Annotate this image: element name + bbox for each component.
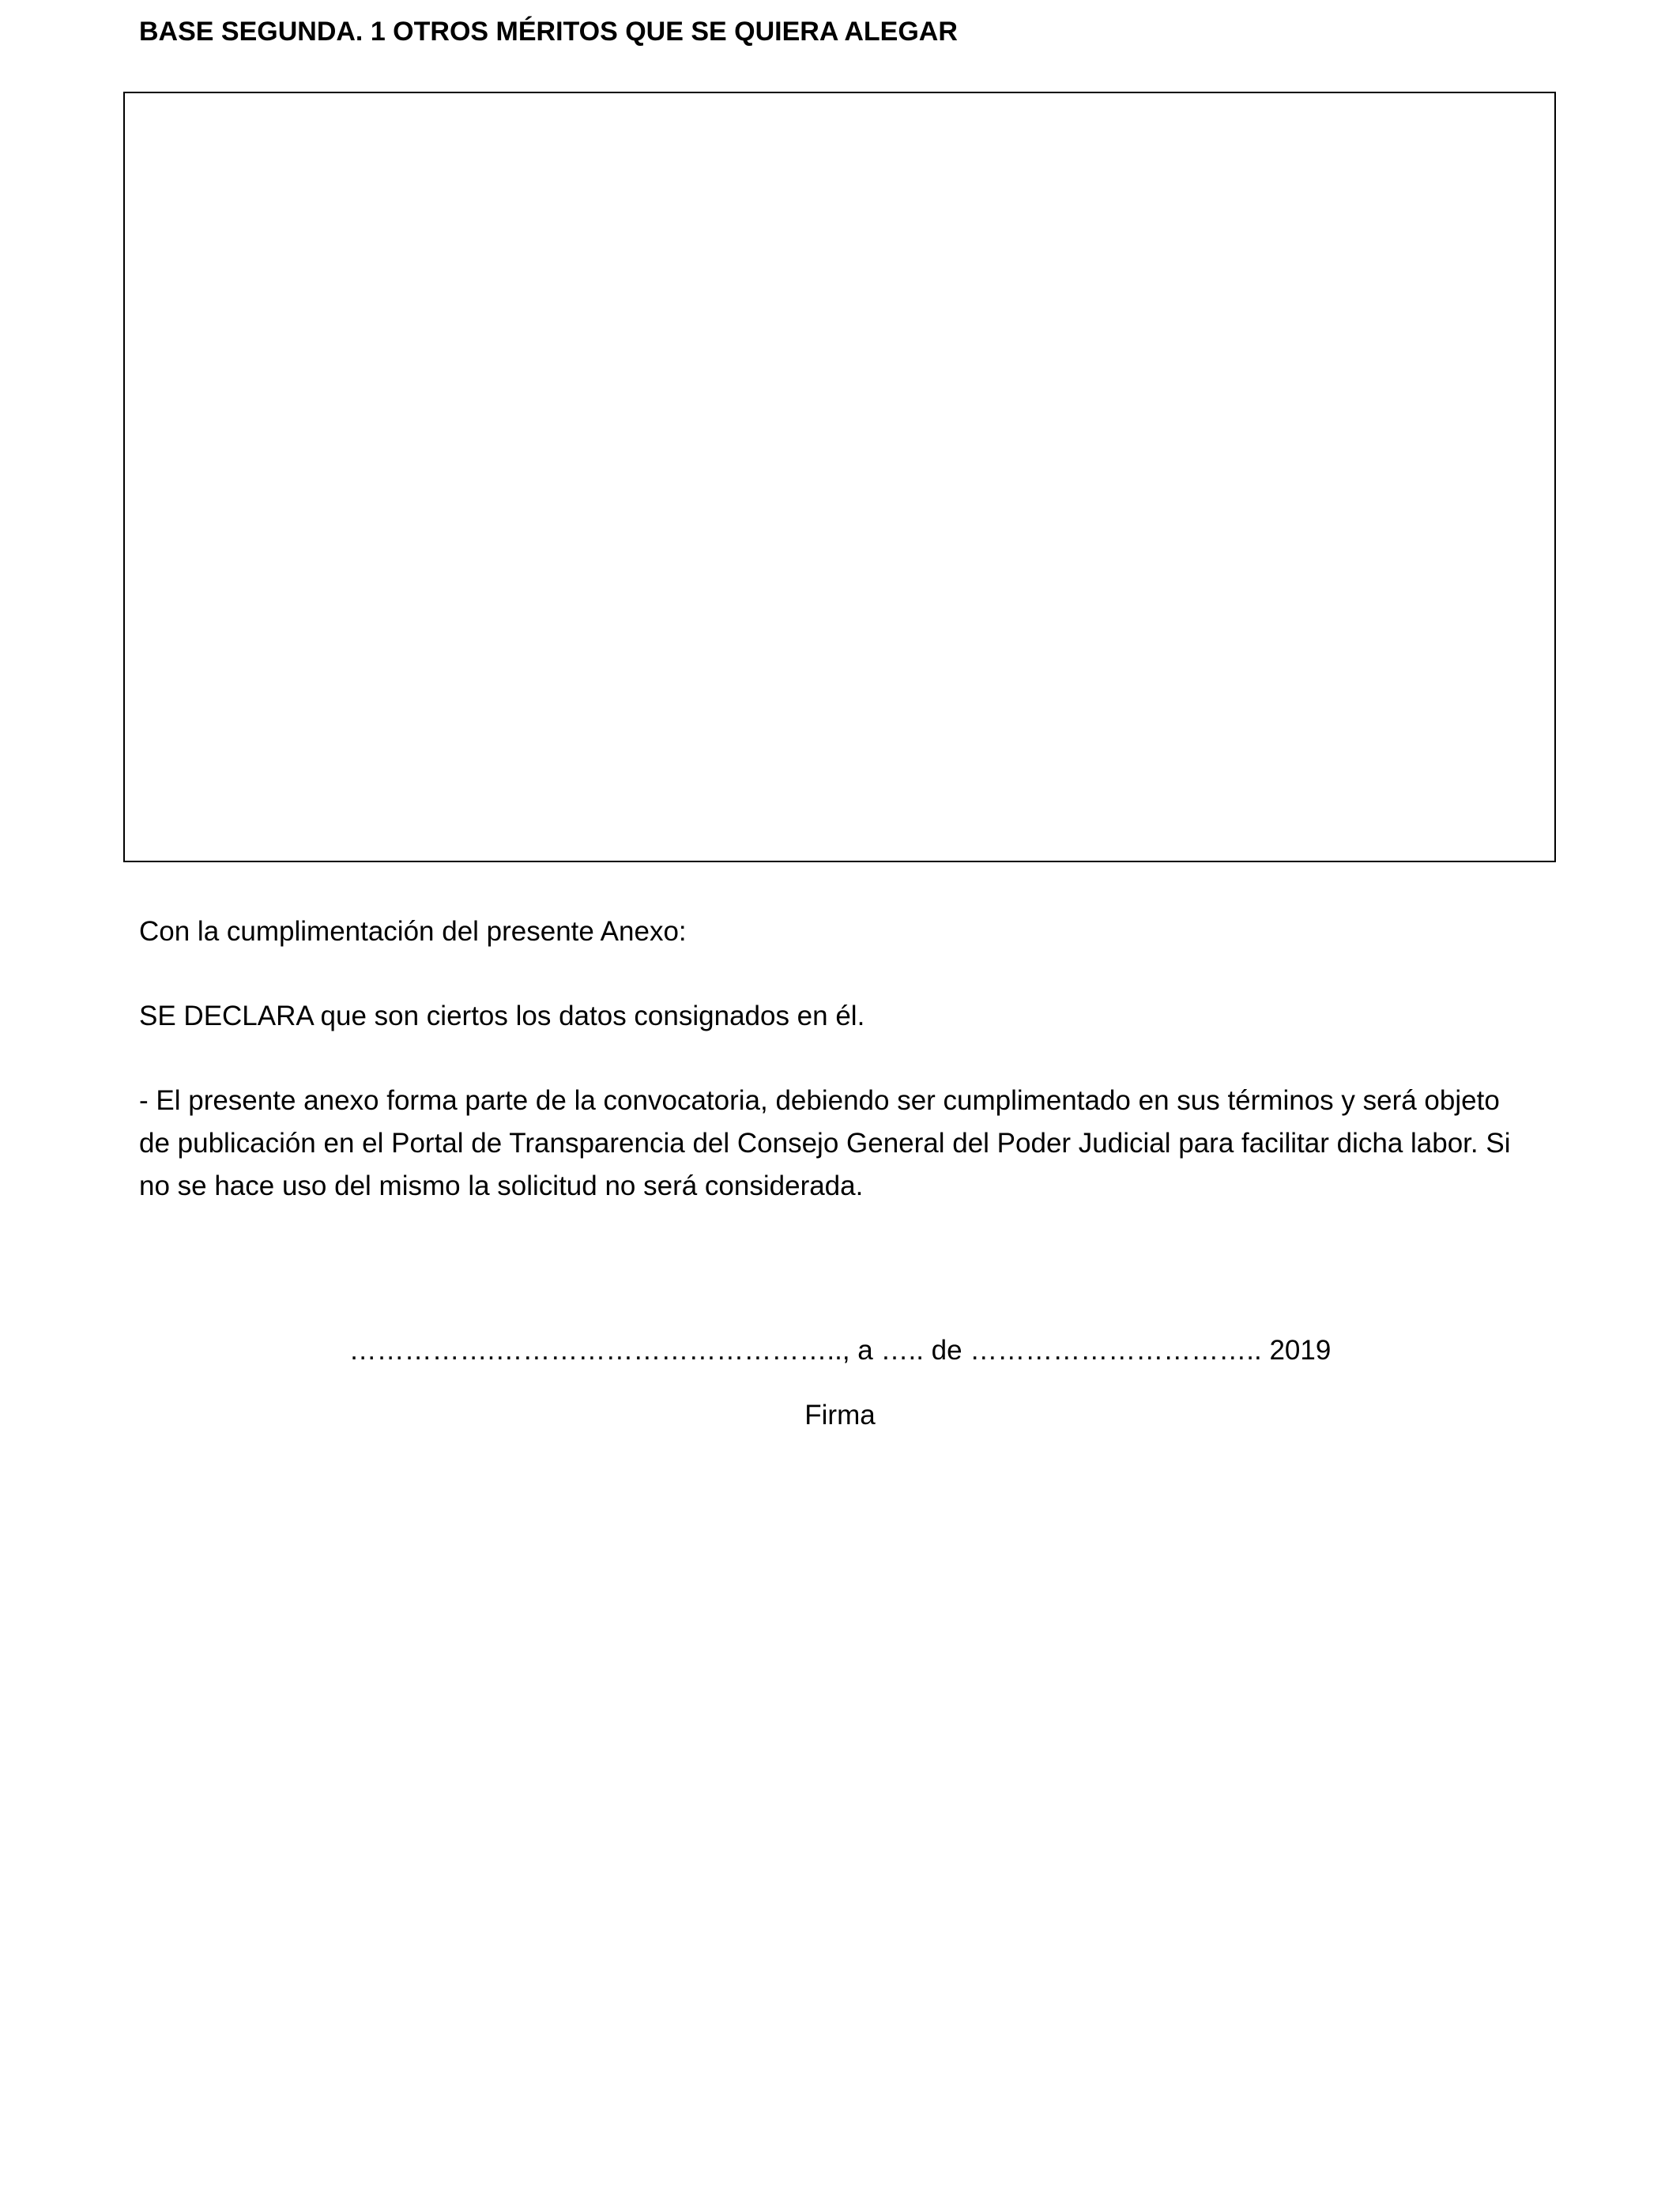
notice-paragraph: [139, 1080, 1546, 1208]
notice-line-2: de publicación en el Portal de Transparencia del Consejo General del Poder Judicial para facilitar dicha labor. Si: [139, 1128, 1511, 1159]
other-merits-text-box[interactable]: [123, 92, 1556, 862]
intro-text: Con la cumplimentación del presente Anexo:: [139, 916, 687, 947]
notice-line-1: - El presente anexo forma parte de la convocatoria, debiendo ser cumplimentado en sus términos y será objeto: [139, 1085, 1500, 1116]
notice-line-3: no se hace uso del mismo la solicitud no será considerada.: [139, 1171, 864, 1201]
declaration-text: SE DECLARA que son ciertos los datos consignados en él.: [139, 1001, 865, 1031]
place-date-line: …………….……………………………….., a ….. de ………………………….. 2019: [348, 1335, 1332, 1366]
section-heading: BASE SEGUNDA. 1 OTROS MÉRITOS QUE SE QUIERA ALEGAR: [139, 17, 958, 47]
signature-label: Firma: [804, 1400, 876, 1431]
